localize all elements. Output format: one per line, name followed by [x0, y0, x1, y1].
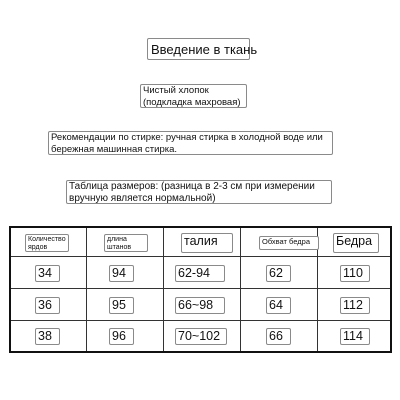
table-cell — [35, 297, 60, 314]
table-cell — [175, 265, 225, 282]
table-cell — [35, 265, 60, 282]
cell-value: 66 — [269, 329, 283, 343]
header-pants-length — [104, 234, 148, 252]
header-hips-text: Бедра — [336, 234, 373, 248]
table-cell — [340, 328, 370, 345]
header-pants-length-line-2: штанов — [107, 243, 132, 251]
cell-value: 38 — [38, 329, 52, 343]
section-title — [147, 38, 258, 60]
care-line-2: бережная машинная стирка. — [51, 143, 178, 155]
fabric-info — [140, 84, 247, 108]
fabric-line-1: Чистый хлопок — [143, 85, 209, 96]
cell-value: 95 — [112, 298, 126, 312]
cell-value: 94 — [112, 266, 126, 280]
section-title-text: Введение в ткань — [151, 42, 258, 57]
table-divider — [240, 228, 241, 351]
cell-value: 112 — [343, 298, 363, 312]
care-line-1: Рекомендации по стирке: ручная стирка в холодной воде или — [51, 132, 323, 143]
table-cell — [35, 328, 60, 345]
table-cell — [175, 328, 227, 345]
table-cell — [175, 297, 225, 314]
cell-value: 62 — [269, 266, 283, 280]
header-hips — [333, 233, 379, 253]
table-divider — [11, 320, 390, 321]
table-cell — [109, 297, 134, 314]
header-waist-text: талия — [184, 234, 218, 248]
cell-value: 34 — [38, 266, 52, 280]
cell-value: 64 — [269, 298, 283, 312]
cell-value: 70~102 — [178, 329, 221, 343]
size-note-line-2: вручную является нормальной) — [69, 192, 216, 204]
header-waist — [181, 233, 233, 253]
header-hip-girth-text: Обхват бедра — [262, 237, 310, 246]
table-divider — [11, 288, 390, 289]
table-divider — [163, 228, 164, 351]
table-cell — [266, 297, 291, 314]
header-hip-girth — [259, 236, 319, 250]
header-quantity-line-1: Количество — [28, 236, 66, 243]
header-pants-length-line-1: длина — [107, 236, 127, 243]
table-cell — [340, 297, 370, 314]
cell-value: 66~98 — [178, 298, 214, 312]
cell-value: 114 — [343, 329, 363, 343]
header-quantity-line-2: ярдов — [28, 243, 48, 251]
table-divider — [11, 256, 390, 257]
table-cell — [109, 328, 134, 345]
table-cell — [266, 265, 291, 282]
size-table-note — [66, 180, 332, 204]
cell-value: 36 — [38, 298, 52, 312]
table-cell — [340, 265, 370, 282]
care-instructions — [48, 131, 333, 155]
size-note-line-1: Таблица размеров: (разница в 2-3 см при измерении — [69, 181, 315, 192]
cell-value: 110 — [343, 266, 363, 280]
table-divider — [86, 228, 87, 351]
table-cell — [109, 265, 134, 282]
header-quantity — [25, 234, 69, 252]
size-table — [9, 226, 392, 353]
cell-value: 96 — [112, 329, 126, 343]
fabric-line-2: (подкладка махровая) — [143, 96, 241, 108]
cell-value: 62-94 — [178, 266, 210, 280]
table-cell — [266, 328, 291, 345]
